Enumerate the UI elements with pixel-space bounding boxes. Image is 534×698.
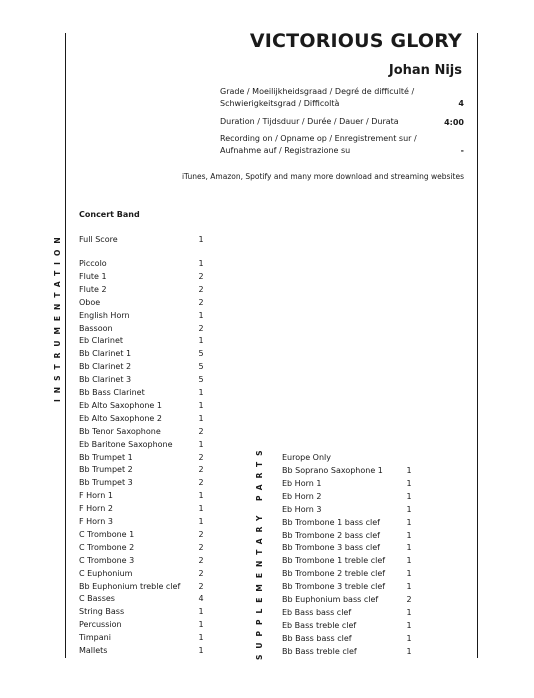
concert-band-heading: Concert Band <box>79 210 140 219</box>
recording-label-line2: Aufnahme auf / Registrazione su <box>220 146 351 155</box>
part-quantity: 2 <box>198 465 204 475</box>
part-quantity: 1 <box>406 504 412 514</box>
part-name: Bb Soprano Saxophone 1 <box>282 466 383 475</box>
part-quantity: 1 <box>198 504 204 514</box>
part-quantity: 1 <box>198 400 204 410</box>
part-quantity: 2 <box>198 323 204 333</box>
part-name: Bb Clarinet 2 <box>79 362 132 372</box>
part-name: Eb Alto Saxophone 1 <box>79 400 162 410</box>
part-quantity: 2 <box>198 529 204 539</box>
part-name: C Trombone 3 <box>79 555 135 565</box>
part-name: Bb Euphonium treble clef <box>79 581 181 591</box>
part-quantity: 1 <box>198 491 204 501</box>
part-name: C Euphonium <box>79 568 133 578</box>
part-quantity: 2 <box>198 478 204 488</box>
part-quantity: 1 <box>198 517 204 526</box>
part-name: Flute 2 <box>79 284 107 294</box>
part-quantity: 1 <box>406 582 412 592</box>
part-quantity: 1 <box>406 466 412 475</box>
part-name: Bb Bass bass clef <box>282 633 352 643</box>
part-name: Eb Bass bass clef <box>282 607 352 617</box>
part-name: Eb Clarinet <box>79 336 124 346</box>
part-quantity: 1 <box>198 633 204 643</box>
recording-label <box>220 133 417 157</box>
part-name: Oboe <box>79 297 101 307</box>
grade-label <box>220 86 414 110</box>
supplementary-vertical-label: SUPPLEMENTARY PARTS <box>255 444 264 660</box>
part-name: Bb Trumpet 2 <box>79 465 133 475</box>
part-quantity: 2 <box>198 555 204 565</box>
left-rule <box>65 33 66 658</box>
streaming-note: iTunes, Amazon, Spotify and many more download and streaming websites <box>181 172 464 181</box>
europe-only-label: Europe Only <box>282 453 331 462</box>
recording-label-line1: Recording on / Opname op / Enregistrement sur / <box>220 134 417 143</box>
part-name: Bb Trumpet 1 <box>79 452 133 462</box>
part-name: Bb Tenor Saxophone <box>79 426 161 436</box>
grade-label-line2: Schwierigkeitsgrad / Difficoltà <box>220 99 340 108</box>
part-name: Bb Euphonium bass clef <box>282 595 379 604</box>
part-quantity: 1 <box>198 336 204 346</box>
part-quantity: 2 <box>198 426 204 436</box>
part-quantity: 1 <box>198 439 204 449</box>
part-name: Bassoon <box>79 323 113 333</box>
part-quantity: 1 <box>406 530 412 540</box>
part-name: Eb Baritone Saxophone <box>79 439 173 449</box>
part-name: Bb Trumpet 3 <box>79 478 133 488</box>
part-quantity: 1 <box>406 620 412 630</box>
part-name: English Horn <box>79 310 130 320</box>
part-quantity: 1 <box>198 235 204 244</box>
part-name: Eb Horn 3 <box>282 504 322 514</box>
part-quantity: 1 <box>406 633 412 643</box>
part-name: Bb Trombone 2 bass clef <box>282 530 380 540</box>
part-quantity: 5 <box>198 375 204 385</box>
part-name: Bb Bass treble clef <box>282 646 357 656</box>
part-name: C Trombone 1 <box>79 529 135 539</box>
part-quantity: 2 <box>198 542 204 552</box>
part-quantity: 5 <box>198 349 204 359</box>
part-name: Full Score <box>79 235 118 244</box>
part-quantity: 1 <box>198 646 204 655</box>
part-quantity: 2 <box>198 581 204 591</box>
part-name: Bb Bass Clarinet <box>79 388 145 397</box>
right-rule <box>477 33 478 658</box>
part-quantity: 4 <box>198 594 204 604</box>
part-name: Bb Trombone 2 treble clef <box>282 569 386 579</box>
part-name: String Bass <box>79 607 125 617</box>
part-quantity: 1 <box>406 646 412 656</box>
part-quantity: 1 <box>198 607 204 617</box>
part-quantity: 1 <box>198 413 204 423</box>
part-quantity: 1 <box>198 259 204 268</box>
recording-value: - <box>460 146 464 155</box>
part-quantity: 1 <box>198 310 204 320</box>
part-name: Percussion <box>79 620 122 630</box>
part-name: Eb Horn 2 <box>282 491 322 501</box>
part-name: Eb Horn 1 <box>282 478 322 488</box>
part-quantity: 2 <box>198 271 204 281</box>
part-quantity: 1 <box>406 491 412 501</box>
part-quantity: 1 <box>406 607 412 617</box>
part-quantity: 1 <box>198 388 204 397</box>
composer-name: Johan Nijs <box>388 63 462 78</box>
part-quantity: 1 <box>406 543 412 553</box>
part-name: C Basses <box>79 594 115 604</box>
part-name: Flute 1 <box>79 271 107 281</box>
grade-label-line1: Grade / Moeilijkheidsgraad / Degré de difficulté / <box>220 87 415 96</box>
part-name: Bb Trombone 3 treble clef <box>282 582 386 592</box>
instrumentation-vertical-label: INSTRUMENTATION <box>53 231 62 402</box>
part-name: Eb Alto Saxophone 2 <box>79 413 162 423</box>
part-name: Bb Trombone 1 bass clef <box>282 517 380 527</box>
grade-value: 4 <box>458 99 464 108</box>
part-name: Mallets <box>79 646 108 655</box>
part-quantity: 1 <box>198 620 204 630</box>
part-name: F Horn 1 <box>79 491 113 501</box>
part-quantity: 2 <box>198 297 204 307</box>
part-name: Eb Bass treble clef <box>282 620 357 630</box>
part-quantity: 1 <box>406 517 412 527</box>
duration-label: Duration / Tijdsduur / Durée / Dauer / Durata <box>220 117 399 126</box>
part-quantity: 1 <box>406 569 412 579</box>
part-name: Bb Clarinet 3 <box>79 375 132 385</box>
part-quantity: 2 <box>198 452 204 462</box>
part-name: Bb Clarinet 1 <box>79 349 132 359</box>
part-quantity: 2 <box>198 284 204 294</box>
part-name: F Horn 3 <box>79 517 113 526</box>
part-name: C Trombone 2 <box>79 542 135 552</box>
duration-value: 4:00 <box>444 118 464 127</box>
part-name: Piccolo <box>79 259 107 268</box>
part-quantity: 2 <box>198 568 204 578</box>
part-quantity: 1 <box>406 556 412 566</box>
part-name: Timpani <box>79 633 111 643</box>
part-name: F Horn 2 <box>79 504 113 514</box>
part-quantity: 1 <box>406 478 412 488</box>
part-quantity: 5 <box>198 362 204 372</box>
part-name: Bb Trombone 1 treble clef <box>282 556 386 566</box>
part-name: Bb Trombone 3 bass clef <box>282 543 380 553</box>
piece-title: VICTORIOUS GLORY <box>249 30 462 52</box>
part-quantity: 2 <box>406 595 412 604</box>
